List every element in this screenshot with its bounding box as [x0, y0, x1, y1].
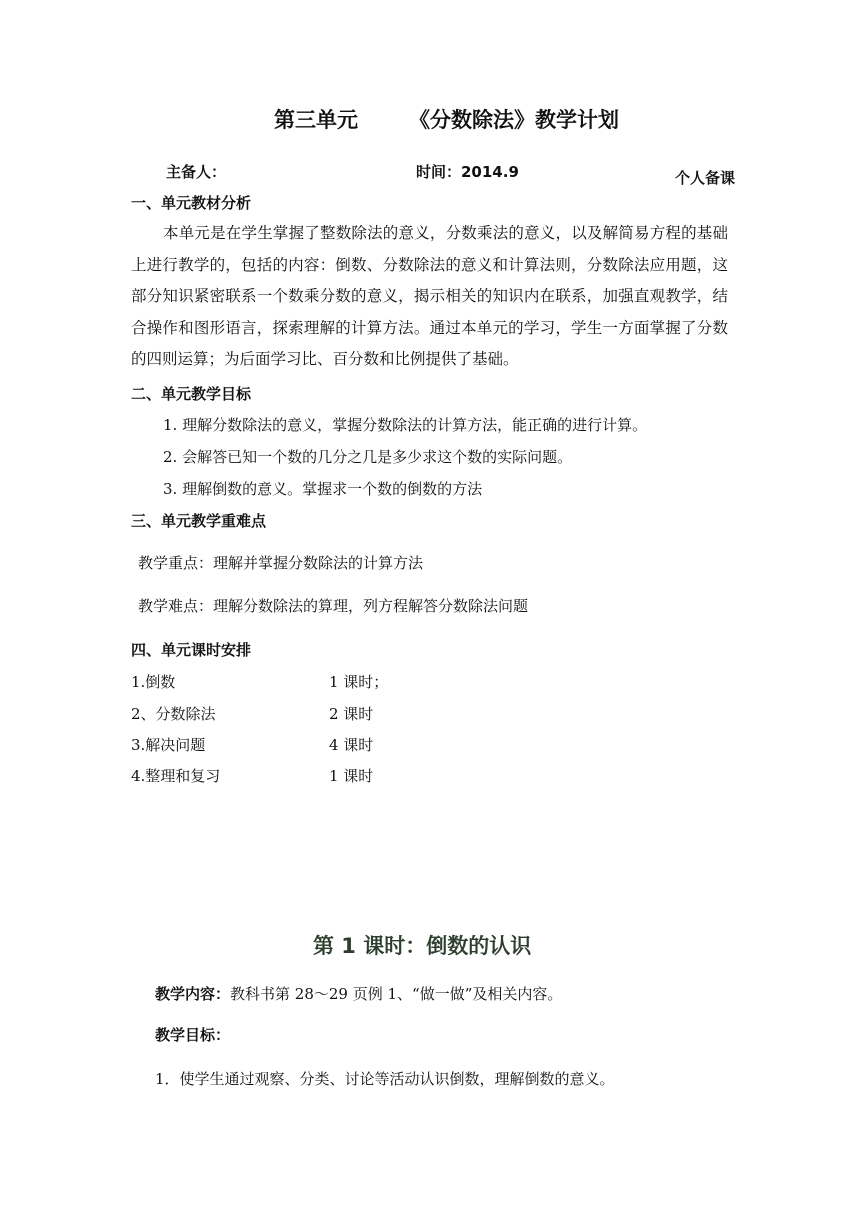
lesson-content-text: 教科书第 28～29 页例 1、“做一做”及相关内容。 [230, 985, 563, 1003]
schedule-hours: 1 课时 [329, 767, 374, 785]
lesson-content-line [155, 983, 562, 1004]
goal-item: 2. 会解答已知一个数的几分之几是多少求这个数的实际问题。 [163, 448, 573, 466]
lesson-goal-item: 1．使学生通过观察、分类、讨论等活动认识倒数，理解倒数的意义。 [155, 1070, 615, 1088]
lesson-content-label: 教学内容： [155, 985, 231, 1003]
lesson-title: 第 1 课时：倒数的认识 [313, 934, 532, 958]
schedule-topic: 1.倒数 [131, 673, 176, 691]
section-heading-analysis: 一、单元教材分析 [131, 194, 252, 212]
section-heading-key-points: 三、单元教学重难点 [131, 512, 267, 530]
goal-item: 1. 理解分数除法的意义，掌握分数除法的计算方法，能正确的进行计算。 [163, 416, 648, 434]
key-point: 教学重点：理解并掌握分数除法的计算方法 [138, 554, 424, 572]
section-heading-goals: 二、单元教学目标 [131, 385, 252, 403]
section-heading-schedule: 四、单元课时安排 [131, 641, 252, 659]
schedule-topic: 3.解决问题 [131, 736, 206, 754]
lesson-goals-label: 教学目标： [155, 1026, 231, 1044]
time-label: 时间：2014.9 [416, 163, 519, 181]
schedule-hours: 4 课时 [329, 736, 374, 754]
schedule-hours: 1 课时； [329, 673, 389, 691]
document-title-unit: 第三单元 [274, 108, 358, 132]
schedule-topic: 2、分数除法 [131, 705, 216, 723]
schedule-topic: 4.整理和复习 [131, 767, 221, 785]
schedule-hours: 2 课时 [329, 705, 374, 723]
personal-prep-note: 个人备课 [675, 169, 736, 187]
presenter-label: 主备人： [166, 163, 227, 181]
document-title: 《分数除法》教学计划 [409, 108, 619, 132]
analysis-paragraph: 本单元是在学生掌握了整数除法的意义，分数乘法的意义，以及解简易方程的基础上进行教学的，包括的内容：倒数、分数除法的意义和计算法则，分数除法应用题，这部分知识紧密联系一个数乘分数的意义，揭示相关的知识内在联系，加强直观教学，结合操作和图形语言，探索理解的计算方法。通过本单元的学习，学生一方面掌握了分数的四则运算；为后面学习比、百分数和比例提供了基础。 [131, 224, 728, 368]
goal-item: 3. 理解倒数的意义。掌握求一个数的倒数的方法 [163, 480, 483, 498]
difficult-point: 教学难点：理解分数除法的算理，列方程解答分数除法问题 [138, 597, 529, 615]
